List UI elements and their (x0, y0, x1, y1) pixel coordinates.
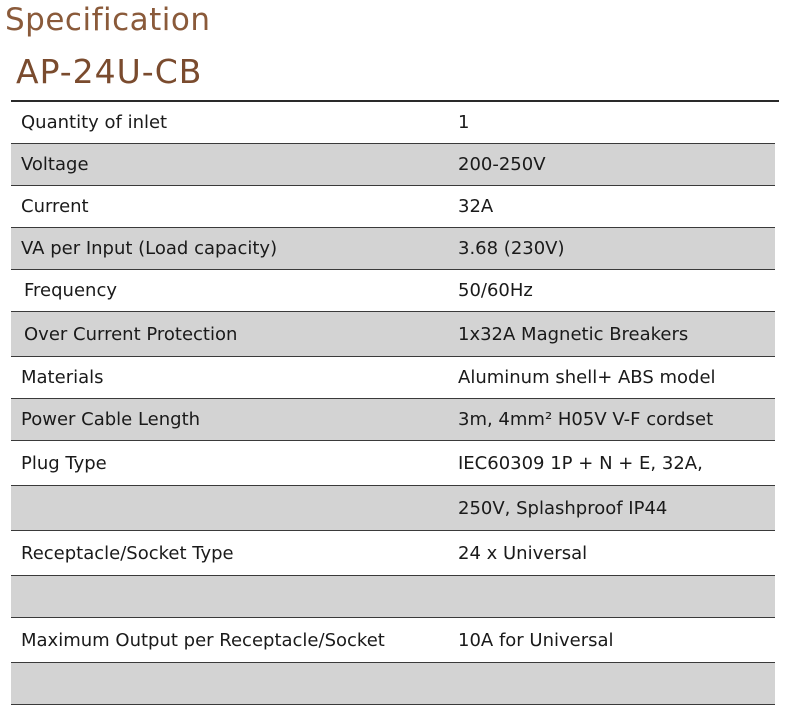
spec-label: Plug Type (21, 452, 107, 474)
table-row (11, 270, 775, 312)
spec-value: 50/60Hz (458, 280, 533, 301)
page-title: Specification (5, 2, 211, 38)
spec-table (11, 100, 779, 705)
model-name: AP-24U-CB (16, 52, 203, 91)
table-row (11, 576, 775, 618)
spec-value: IEC60309 1P + N + E, 32A, (458, 452, 703, 474)
table-row (11, 186, 775, 228)
spec-value: 1x32A Magnetic Breakers (458, 323, 689, 345)
table-row (11, 312, 775, 357)
spec-label: Power Cable Length (21, 409, 201, 430)
table-row (11, 399, 775, 441)
table-row (11, 531, 775, 576)
table-row (11, 486, 775, 531)
spec-label: Materials (21, 367, 104, 388)
spec-value: 3.68 (230V) (458, 238, 565, 259)
table-row (11, 102, 775, 144)
spec-value: 1 (458, 112, 470, 133)
spec-value: 32A (458, 196, 494, 217)
spec-label: Voltage (21, 154, 89, 175)
spec-label: Receptacle/Socket Type (21, 542, 234, 564)
spec-value: 200-250V (458, 154, 546, 175)
spec-value: 250V, Splashproof IP44 (458, 497, 668, 519)
table-row (11, 663, 775, 705)
spec-label: Quantity of inlet (21, 112, 168, 133)
spec-label: Frequency (24, 280, 117, 301)
table-row (11, 618, 775, 663)
table-row (11, 357, 775, 399)
spec-value: 24 x Universal (458, 542, 588, 564)
spec-label: Maximum Output per Receptacle/Socket (21, 629, 385, 651)
spec-label: VA per Input (Load capacity) (21, 238, 278, 259)
spec-value: Aluminum shell+ ABS model (458, 367, 716, 388)
spec-label: Over Current Protection (24, 323, 238, 345)
table-row (11, 144, 775, 186)
spec-label: Current (21, 196, 89, 217)
spec-value: 3m, 4mm² H05V V-F cordset (458, 409, 714, 430)
spec-value: 10A for Universal (458, 629, 614, 651)
table-row (11, 228, 775, 270)
table-row (11, 441, 775, 486)
